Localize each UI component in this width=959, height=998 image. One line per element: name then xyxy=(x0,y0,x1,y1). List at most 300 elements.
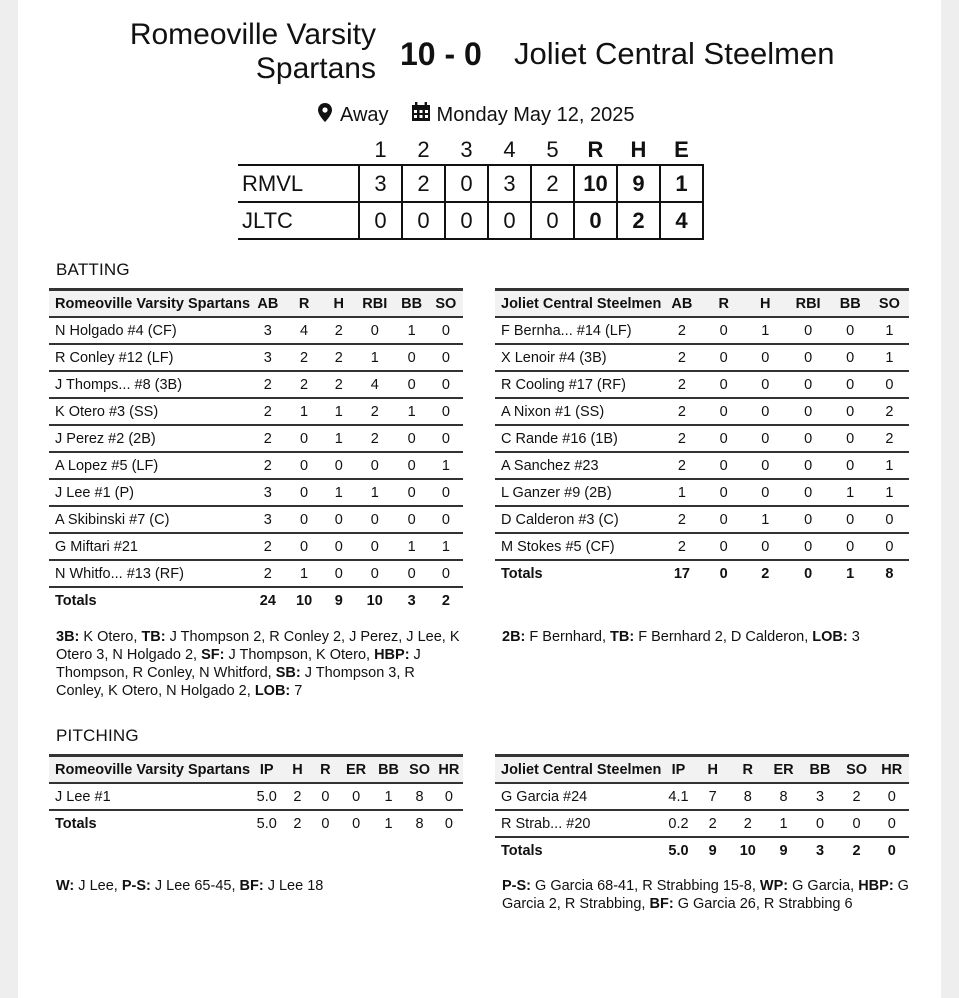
stat-cell: 0 xyxy=(311,783,339,810)
stat-cell: 0 xyxy=(702,425,745,452)
stat-cell: 1 xyxy=(429,533,463,560)
stat-cell: 1 xyxy=(831,479,870,506)
stat-cell: 2 xyxy=(286,371,323,398)
player-name: N Holgado #4 (CF) xyxy=(49,317,250,344)
stat-cell: 0 xyxy=(870,533,909,560)
stat-cell: 1 xyxy=(323,425,355,452)
inning-score: 2 xyxy=(402,165,445,202)
stat-cell: 1 xyxy=(429,452,463,479)
stat-cell: 1 xyxy=(870,344,909,371)
stat-cell: 0 xyxy=(429,398,463,425)
stat-cell: 0 xyxy=(745,452,786,479)
inning-4-header: 4 xyxy=(503,137,516,162)
stat-cell: 2 xyxy=(696,810,730,837)
column-header: ER xyxy=(766,756,802,784)
linescore-row xyxy=(238,202,703,239)
note-key: BF: xyxy=(649,896,674,912)
pitching-header-row xyxy=(49,756,463,784)
stat-cell: 0 xyxy=(286,425,323,452)
player-name: G Miftari #21 xyxy=(49,533,250,560)
map-pin-icon xyxy=(318,103,332,128)
team-column-header: Joliet Central Steelmen xyxy=(495,756,661,784)
player-row xyxy=(49,398,463,425)
totals-cell: 9 xyxy=(779,842,788,859)
totals-row xyxy=(495,560,909,586)
totals-cell: 9 xyxy=(708,842,717,859)
column-header: SO xyxy=(870,290,909,318)
pitching-section-title: PITCHING xyxy=(56,726,139,745)
column-header: R xyxy=(286,290,323,318)
totals-cell: 0 xyxy=(887,842,896,859)
stat-cell: 3 xyxy=(250,479,286,506)
stat-cell: 2 xyxy=(323,344,355,371)
stat-cell: 0 xyxy=(875,810,910,837)
stat-cell: 0 xyxy=(429,506,463,533)
away-team-name: Joliet Central Steelmen xyxy=(514,36,835,71)
totals-cell: 0 xyxy=(804,565,813,582)
totals-label: Totals xyxy=(55,815,97,832)
stat-cell: 1 xyxy=(323,479,355,506)
stat-cell: 0 xyxy=(831,398,870,425)
player-name: X Lenoir #4 (3B) xyxy=(495,344,661,371)
stat-cell: 0 xyxy=(745,398,786,425)
stat-cell: 0 xyxy=(395,452,429,479)
player-name: K Otero #3 (SS) xyxy=(49,398,250,425)
player-name: F Bernha... #14 (LF) xyxy=(495,317,661,344)
player-row xyxy=(495,317,909,344)
note-key: SB: xyxy=(275,665,301,681)
team-abbrev: JLTC xyxy=(238,202,359,239)
player-row xyxy=(49,560,463,587)
note-value: G Garcia 2, R Strabbing, xyxy=(502,878,909,912)
runs-total: 10 xyxy=(574,165,617,202)
stat-cell: 0 xyxy=(831,452,870,479)
note-key: LOB: xyxy=(254,683,291,699)
calendar-icon xyxy=(411,102,431,128)
player-name: A Lopez #5 (LF) xyxy=(49,452,250,479)
home-batting-rows xyxy=(49,317,463,587)
stat-cell: 2 xyxy=(355,398,395,425)
stat-cell: 0 xyxy=(395,506,429,533)
totals-cell: 24 xyxy=(259,592,276,609)
stat-cell: 0 xyxy=(745,479,786,506)
player-row xyxy=(49,783,463,810)
player-name: G Garcia #24 xyxy=(495,783,661,810)
player-row xyxy=(495,533,909,560)
stat-cell: 2 xyxy=(286,344,323,371)
column-header: AB xyxy=(250,290,286,318)
column-header: H xyxy=(283,756,311,784)
note-key: BF: xyxy=(239,878,264,894)
stat-cell: 2 xyxy=(323,371,355,398)
totals-row xyxy=(49,810,463,836)
team-column-header: Romeoville Varsity Spartans xyxy=(49,756,250,784)
player-row xyxy=(49,317,463,344)
note-key: P-S: xyxy=(121,878,151,894)
player-name: N Whitfo... #13 (RF) xyxy=(49,560,250,587)
stat-cell: 3 xyxy=(250,317,286,344)
away-pitching-table xyxy=(495,754,909,863)
stat-cell: 2 xyxy=(661,317,702,344)
column-header: R xyxy=(702,290,745,318)
stat-cell: 0 xyxy=(786,479,831,506)
errors-header: E xyxy=(674,137,689,162)
stat-cell: 1 xyxy=(745,506,786,533)
stat-cell: 0 xyxy=(339,783,372,810)
stat-cell: 0 xyxy=(870,371,909,398)
stat-cell: 0 xyxy=(323,560,355,587)
inning-score: 0 xyxy=(531,202,574,239)
stat-cell: 2 xyxy=(355,425,395,452)
player-name: A Sanchez #23 xyxy=(495,452,661,479)
stat-cell: 2 xyxy=(870,398,909,425)
totals-row xyxy=(495,837,909,863)
player-row xyxy=(49,533,463,560)
inning-score: 0 xyxy=(445,165,488,202)
stat-cell: 3 xyxy=(250,506,286,533)
player-row xyxy=(495,783,909,810)
totals-cell: 2 xyxy=(293,815,302,832)
stat-cell: 0 xyxy=(429,344,463,371)
stat-cell: 0 xyxy=(323,533,355,560)
stat-cell: 1 xyxy=(870,317,909,344)
hits-total: 2 xyxy=(617,202,660,239)
stat-cell: 2 xyxy=(250,560,286,587)
stat-cell: 0 xyxy=(745,371,786,398)
column-header: BB xyxy=(801,756,838,784)
linescore-row xyxy=(238,165,703,202)
stat-cell: 0 xyxy=(355,506,395,533)
player-row xyxy=(49,506,463,533)
note-value: F Bernhard 2, D Calderon, xyxy=(634,629,813,645)
stat-cell: 0 xyxy=(831,533,870,560)
player-name: J Lee #1 xyxy=(49,783,250,810)
inning-1-header: 1 xyxy=(374,137,387,162)
column-header: BB xyxy=(395,290,429,318)
stat-cell: 0 xyxy=(801,810,838,837)
totals-label: Totals xyxy=(501,842,543,859)
home-batting-table xyxy=(49,288,463,613)
stat-cell: 0 xyxy=(786,317,831,344)
totals-cell: 1 xyxy=(846,565,855,582)
column-header: RBI xyxy=(786,290,831,318)
player-name: M Stokes #5 (CF) xyxy=(495,533,661,560)
stat-cell: 1 xyxy=(355,344,395,371)
inning-score: 3 xyxy=(359,165,402,202)
stat-cell: 0 xyxy=(286,452,323,479)
column-header: H xyxy=(323,290,355,318)
player-name: L Ganzer #9 (2B) xyxy=(495,479,661,506)
column-header: BB xyxy=(831,290,870,318)
player-row xyxy=(49,371,463,398)
player-name: J Lee #1 (P) xyxy=(49,479,250,506)
totals-cell: 2 xyxy=(852,842,861,859)
stat-cell: 2 xyxy=(283,783,311,810)
totals-label: Totals xyxy=(55,592,97,609)
team-abbrev: RMVL xyxy=(238,165,359,202)
inning-3-header: 3 xyxy=(460,137,473,162)
stat-cell: 0 xyxy=(745,425,786,452)
stat-cell: 1 xyxy=(870,452,909,479)
player-row xyxy=(495,344,909,371)
box-score-sheet xyxy=(18,0,941,998)
totals-cell: 0 xyxy=(444,815,453,832)
stat-cell: 1 xyxy=(395,533,429,560)
stat-cell: 0 xyxy=(323,452,355,479)
stat-cell: 0 xyxy=(786,533,831,560)
linescore-table xyxy=(238,136,704,240)
final-score: 10 - 0 xyxy=(400,36,482,72)
runs-total: 0 xyxy=(574,202,617,239)
stat-cell: 0 xyxy=(429,479,463,506)
note-key: WP: xyxy=(759,878,789,894)
inning-score: 2 xyxy=(531,165,574,202)
stat-cell: 2 xyxy=(661,533,702,560)
stat-cell: 0 xyxy=(355,560,395,587)
note-key: HBP: xyxy=(858,878,894,894)
column-header: SO xyxy=(429,290,463,318)
stat-cell: 0 xyxy=(429,317,463,344)
totals-cell: 10 xyxy=(296,592,313,609)
note-value: J Lee 18 xyxy=(263,878,324,894)
totals-cell: 0 xyxy=(321,815,330,832)
column-header: IP xyxy=(661,756,695,784)
stat-cell: 2 xyxy=(661,371,702,398)
column-header: HR xyxy=(875,756,910,784)
inning-score: 0 xyxy=(402,202,445,239)
stat-cell: 1 xyxy=(323,398,355,425)
column-header: H xyxy=(745,290,786,318)
stat-cell: 0 xyxy=(831,371,870,398)
stat-cell: 2 xyxy=(250,371,286,398)
stat-cell: 1 xyxy=(373,783,405,810)
stat-cell: 1 xyxy=(870,479,909,506)
column-header: R xyxy=(730,756,766,784)
stat-cell: 1 xyxy=(745,317,786,344)
inning-score: 0 xyxy=(359,202,402,239)
note-value: J Thompson 2, R Conley 2, J Perez, J Lee, K Otero 3, N Holgado 2, xyxy=(56,629,460,663)
stat-cell: 1 xyxy=(395,317,429,344)
away-batting-rows xyxy=(495,317,909,560)
errors-total: 1 xyxy=(660,165,703,202)
stat-cell: 2 xyxy=(730,810,766,837)
stat-cell: 2 xyxy=(323,317,355,344)
player-row xyxy=(495,810,909,837)
stat-cell: 0 xyxy=(870,506,909,533)
stat-cell: 2 xyxy=(250,452,286,479)
totals-cell: 0 xyxy=(352,815,361,832)
stat-cell: 1 xyxy=(286,398,323,425)
player-row xyxy=(495,371,909,398)
away-batting-notes xyxy=(502,628,912,646)
stat-cell: 2 xyxy=(661,452,702,479)
away-batting-table xyxy=(495,288,909,586)
stat-cell: 7 xyxy=(696,783,730,810)
stat-cell: 0 xyxy=(395,560,429,587)
note-key: LOB: xyxy=(812,629,848,645)
stat-cell: 0 xyxy=(831,317,870,344)
pitching-header-row xyxy=(495,756,909,784)
note-key: HBP: xyxy=(374,647,410,663)
stat-cell: 0 xyxy=(395,344,429,371)
note-key: 3B: xyxy=(56,629,80,645)
column-header: AB xyxy=(661,290,702,318)
stat-cell: 0 xyxy=(286,479,323,506)
home-batting-notes xyxy=(56,628,466,700)
stat-cell: 0 xyxy=(786,425,831,452)
away-pitching-notes xyxy=(502,877,912,913)
column-header: RBI xyxy=(355,290,395,318)
note-value: G Garcia 68-41, R Strabbing 15-8, xyxy=(531,878,760,894)
totals-cell: 1 xyxy=(384,815,393,832)
stat-cell: 0.2 xyxy=(661,810,695,837)
batting-header-row xyxy=(495,290,909,318)
stat-cell: 0 xyxy=(745,533,786,560)
stat-cell: 0 xyxy=(786,371,831,398)
column-header: H xyxy=(696,756,730,784)
totals-cell: 8 xyxy=(415,815,424,832)
stat-cell: 1 xyxy=(395,398,429,425)
stat-cell: 2 xyxy=(839,783,875,810)
stat-cell: 0 xyxy=(323,506,355,533)
stat-cell: 0 xyxy=(702,317,745,344)
stat-cell: 1 xyxy=(661,479,702,506)
stat-cell: 0 xyxy=(831,425,870,452)
player-row xyxy=(495,452,909,479)
player-row xyxy=(495,398,909,425)
stat-cell: 4 xyxy=(286,317,323,344)
stat-cell: 1 xyxy=(286,560,323,587)
inning-2-header: 2 xyxy=(417,137,430,162)
stat-cell: 0 xyxy=(286,533,323,560)
note-value: J Lee, xyxy=(74,878,122,894)
note-value: G Garcia, xyxy=(788,878,859,894)
player-name: R Strab... #20 xyxy=(495,810,661,837)
player-row xyxy=(495,425,909,452)
stat-cell: 2 xyxy=(870,425,909,452)
column-header: BB xyxy=(373,756,405,784)
column-header: SO xyxy=(404,756,434,784)
stat-cell: 0 xyxy=(355,452,395,479)
totals-cell: 2 xyxy=(441,592,450,609)
stat-cell: 2 xyxy=(661,425,702,452)
note-key: W: xyxy=(56,878,75,894)
inning-score: 0 xyxy=(445,202,488,239)
team-column-header: Romeoville Varsity Spartans xyxy=(49,290,250,318)
stat-cell: 0 xyxy=(429,371,463,398)
stat-cell: 0 xyxy=(395,425,429,452)
home-team-name: Romeoville Varsity Spartans xyxy=(129,18,376,85)
note-value: J Thompson 3, R Conley, K Otero, N Holgado 2, xyxy=(56,665,415,699)
stat-cell: 0 xyxy=(429,425,463,452)
stat-cell: 0 xyxy=(435,783,463,810)
stat-cell: 0 xyxy=(786,398,831,425)
stat-cell: 5.0 xyxy=(250,783,283,810)
stat-cell: 0 xyxy=(702,398,745,425)
batting-section-title: BATTING xyxy=(56,260,130,279)
home-pitching-table xyxy=(49,754,463,836)
column-header: IP xyxy=(250,756,283,784)
stat-cell: 2 xyxy=(661,344,702,371)
column-header: R xyxy=(311,756,339,784)
stat-cell: 2 xyxy=(250,425,286,452)
totals-cell: 5.0 xyxy=(668,842,689,859)
column-header: SO xyxy=(839,756,875,784)
player-name: J Thomps... #8 (3B) xyxy=(49,371,250,398)
totals-cell: 3 xyxy=(407,592,416,609)
stat-cell: 4.1 xyxy=(661,783,695,810)
note-value: F Bernhard, xyxy=(525,629,610,645)
home-pitching-rows xyxy=(49,783,463,810)
player-name: C Rande #16 (1B) xyxy=(495,425,661,452)
stat-cell: 1 xyxy=(355,479,395,506)
player-name: J Perez #2 (2B) xyxy=(49,425,250,452)
note-value: J Thompson, R Conley, N Whitford, xyxy=(56,647,421,681)
stat-cell: 8 xyxy=(766,783,802,810)
totals-cell: 3 xyxy=(815,842,825,859)
totals-cell: 10 xyxy=(366,592,383,609)
player-name: A Nixon #1 (SS) xyxy=(495,398,661,425)
stat-cell: 3 xyxy=(801,783,838,810)
player-row xyxy=(495,479,909,506)
errors-total: 4 xyxy=(660,202,703,239)
location-label: Away xyxy=(340,103,389,126)
stat-cell: 0 xyxy=(831,506,870,533)
stat-cell: 0 xyxy=(702,344,745,371)
column-header: HR xyxy=(435,756,463,784)
stat-cell: 0 xyxy=(786,452,831,479)
totals-cell: 10 xyxy=(739,842,756,859)
stat-cell: 2 xyxy=(661,506,702,533)
game-date: Monday May 12, 2025 xyxy=(436,103,635,126)
stat-cell: 0 xyxy=(702,533,745,560)
stat-cell: 2 xyxy=(250,533,286,560)
totals-cell: 2 xyxy=(761,565,770,582)
stat-cell: 0 xyxy=(875,783,910,810)
player-name: D Calderon #3 (C) xyxy=(495,506,661,533)
note-value: J Thompson, K Otero, xyxy=(224,647,375,663)
totals-cell: 5.0 xyxy=(256,815,277,832)
runs-header: R xyxy=(587,137,604,162)
stat-cell: 0 xyxy=(355,533,395,560)
stat-cell: 0 xyxy=(831,344,870,371)
inning-score: 0 xyxy=(488,202,531,239)
batting-header-row xyxy=(49,290,463,318)
inning-5-header: 5 xyxy=(546,137,559,162)
totals-row xyxy=(49,587,463,613)
note-key: TB: xyxy=(610,629,635,645)
totals-label: Totals xyxy=(501,565,543,582)
stat-cell: 0 xyxy=(702,506,745,533)
stat-cell: 0 xyxy=(786,506,831,533)
linescore-header xyxy=(238,136,703,165)
stat-cell: 1 xyxy=(766,810,802,837)
totals-cell: 17 xyxy=(673,565,690,582)
note-value: K Otero, xyxy=(79,629,142,645)
note-key: TB: xyxy=(141,629,166,645)
column-header: ER xyxy=(339,756,372,784)
stat-cell: 0 xyxy=(702,452,745,479)
note-key: 2B: xyxy=(502,629,526,645)
hits-total: 9 xyxy=(617,165,660,202)
totals-cell: 9 xyxy=(334,592,343,609)
stat-cell: 0 xyxy=(786,344,831,371)
away-pitching-rows xyxy=(495,783,909,837)
player-row xyxy=(49,452,463,479)
stat-cell: 0 xyxy=(745,344,786,371)
totals-cell: 0 xyxy=(719,565,728,582)
note-value: 3 xyxy=(847,629,860,645)
